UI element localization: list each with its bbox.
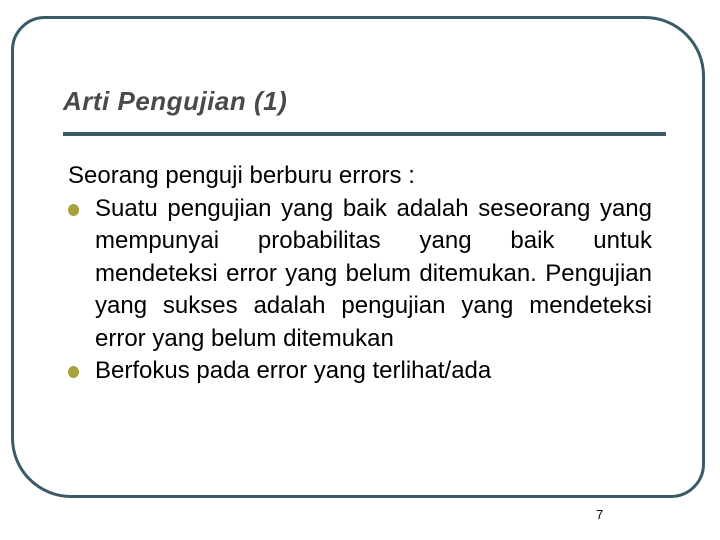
bullet-text: Berfokus pada error yang terlihat/ada (95, 357, 492, 384)
title-underline (63, 132, 666, 136)
bullet-text: Suatu pengujian yang baik adalah seseorang yang mempunyai probabilitas yang baik untuk mendeteksi error yang belum ditemukan. Pengujian yang sukses adalah pengujian yang mendeteksi error yang belum ditemukan (95, 194, 652, 352)
bullet-list (68, 193, 652, 388)
slide-body (68, 160, 652, 388)
page-number: 7 (596, 507, 604, 522)
bullet-item (68, 355, 652, 388)
bullet-dot-icon (68, 366, 79, 378)
bullet-item (68, 193, 652, 356)
intro-text: Seorang penguji berburu errors : (68, 162, 415, 189)
slide-title: Arti Pengujian (1) (63, 86, 288, 116)
bullet-dot-icon (68, 204, 79, 216)
